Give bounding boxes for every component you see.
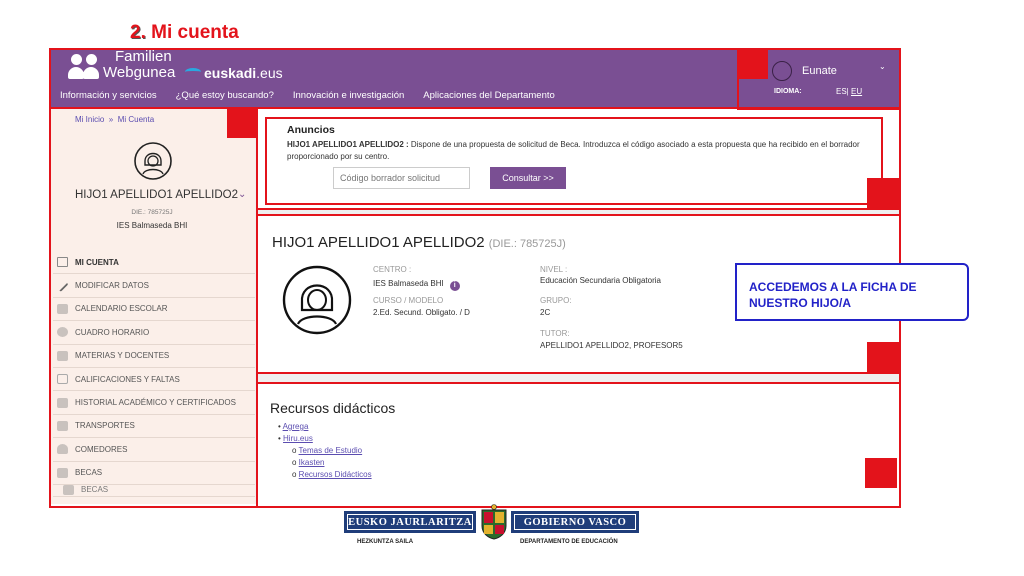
nivel-label: NIVEL : (540, 265, 568, 274)
link-hiru[interactable]: Hiru.eus (283, 434, 313, 443)
annotation-marker (739, 50, 768, 79)
sidebar-item-modificar-datos[interactable]: MODIFICAR DATOS (53, 274, 255, 297)
breadcrumb: Mi Inicio » Mi Cuenta (75, 115, 155, 124)
tutor-label: TUTOR: (540, 329, 570, 338)
user-name: Eunate (802, 65, 837, 77)
breadcrumb-home[interactable]: Mi Inicio (75, 115, 105, 124)
language-switcher: ES| EU (836, 87, 863, 96)
tutor-value: APELLIDO1 APELLIDO2, PROFESOR5 (540, 341, 683, 350)
grupo-value: 2C (540, 308, 551, 317)
departamento-educacion-label: DEPARTAMENTO DE EDUCACIÓN (520, 539, 618, 545)
sidebar-item-becas[interactable]: BECAS (53, 462, 255, 485)
centro-label: CENTRO : (373, 265, 412, 274)
nav-que-busco[interactable]: ¿Qué estoy buscando? (175, 90, 274, 101)
announcement-text: HIJO1 APELLIDO1 APELLIDO2 : Dispone de una propuesta de solicitud de Beca. Introduzca el código asociado a esta propuesta que ha recibido en el borrador proporcionado por su centro. (287, 140, 860, 161)
grupo-label: GRUPO: (540, 296, 572, 305)
sidebar-item-calificaciones[interactable]: CALIFICACIONES Y FALTAS (53, 368, 255, 391)
nav-info-servicios[interactable]: Información y servicios (60, 90, 157, 101)
curso-label: CURSO / MODELO (373, 296, 444, 305)
sidebar-item-comedores[interactable]: COMEDORES (53, 438, 255, 461)
info-icon[interactable]: i (450, 281, 460, 291)
nivel-value: Educación Secundaria Obligatoria (540, 276, 661, 285)
nav-aplicaciones[interactable]: Aplicaciones del Departamento (423, 90, 555, 101)
consult-button[interactable]: Consultar >> (490, 167, 566, 189)
student-name: HIJO1 APELLIDO1 APELLIDO2 (DIE.: 785725J) (272, 234, 566, 251)
sidebar-item-horario[interactable]: CUADRO HORARIO (53, 321, 255, 344)
nav-innovacion[interactable]: Innovación e investigación (292, 90, 405, 101)
callout-box: ACCEDEMOS A LA FICHA DE NUESTRO HIJO/A (735, 263, 969, 321)
annotation-marker (867, 342, 899, 372)
announcements-title: Anuncios (287, 124, 335, 136)
lang-es-link[interactable]: ES (836, 87, 847, 96)
logo-text-webgunea[interactable]: Webgunea (103, 64, 176, 81)
resources-title: Recursos didácticos (270, 400, 396, 416)
breadcrumb-current[interactable]: Mi Cuenta (117, 115, 155, 124)
child-school: IES Balmaseda BHI (116, 221, 188, 230)
child-selector-name[interactable]: HIJO1 APELLIDO1 APELLIDO2 (75, 189, 238, 201)
chevron-down-icon[interactable]: ⌄ (238, 189, 247, 200)
hezkuntza-saila-label: HEZKUNTZA SAILA (357, 539, 414, 545)
chevron-down-icon[interactable]: ⌄ (879, 62, 886, 71)
slide-title: 2. Mi cuenta (130, 22, 239, 43)
link-agrega[interactable]: Agrega (282, 422, 309, 431)
centro-value: IES Balmaseda BHI i (373, 279, 460, 291)
sidebar-item-transportes[interactable]: TRANSPORTES (53, 415, 255, 438)
eusko-jaurlaritza-logo: EUSKO JAURLARITZA (344, 511, 476, 533)
logo-text-familien[interactable]: Familien (115, 48, 172, 65)
euskadi-logo[interactable]: euskadi.eus (185, 65, 283, 81)
sidebar-item-historial[interactable]: HISTORIAL ACADÉMICO Y CERTIFICADOS (53, 391, 255, 414)
annotation-marker (227, 109, 256, 138)
link-temas-estudio[interactable]: Temas de Estudio (298, 446, 363, 455)
annotation-resources-frame (256, 382, 901, 508)
annotation-sidebar-frame (49, 107, 258, 508)
sidebar-item-mi-cuenta[interactable]: MI CUENTA (53, 251, 255, 274)
sidebar-item-becas-duplicate[interactable]: BECAS (53, 485, 255, 497)
curso-value: 2.Ed. Secund. Obligato. / D (373, 308, 470, 317)
sidebar-item-calendario[interactable]: CALENDARIO ESCOLAR (53, 298, 255, 321)
gobierno-vasco-logo: GOBIERNO VASCO (511, 511, 639, 533)
link-recursos-didacticos[interactable]: Recursos Didácticos (298, 470, 372, 479)
lang-eu-link[interactable]: EU (850, 87, 863, 96)
annotation-marker (865, 458, 897, 488)
annotation-marker (867, 178, 899, 208)
sidebar-item-materias[interactable]: MATERIAS Y DOCENTES (53, 345, 255, 368)
language-label: IDIOMA: (774, 88, 802, 95)
child-die: DIE.: 785725J (131, 209, 173, 216)
annotation-announcements-inner (265, 117, 883, 205)
basque-coat-of-arms-icon (479, 504, 509, 540)
link-ikasten[interactable]: Ikasten (298, 458, 325, 467)
